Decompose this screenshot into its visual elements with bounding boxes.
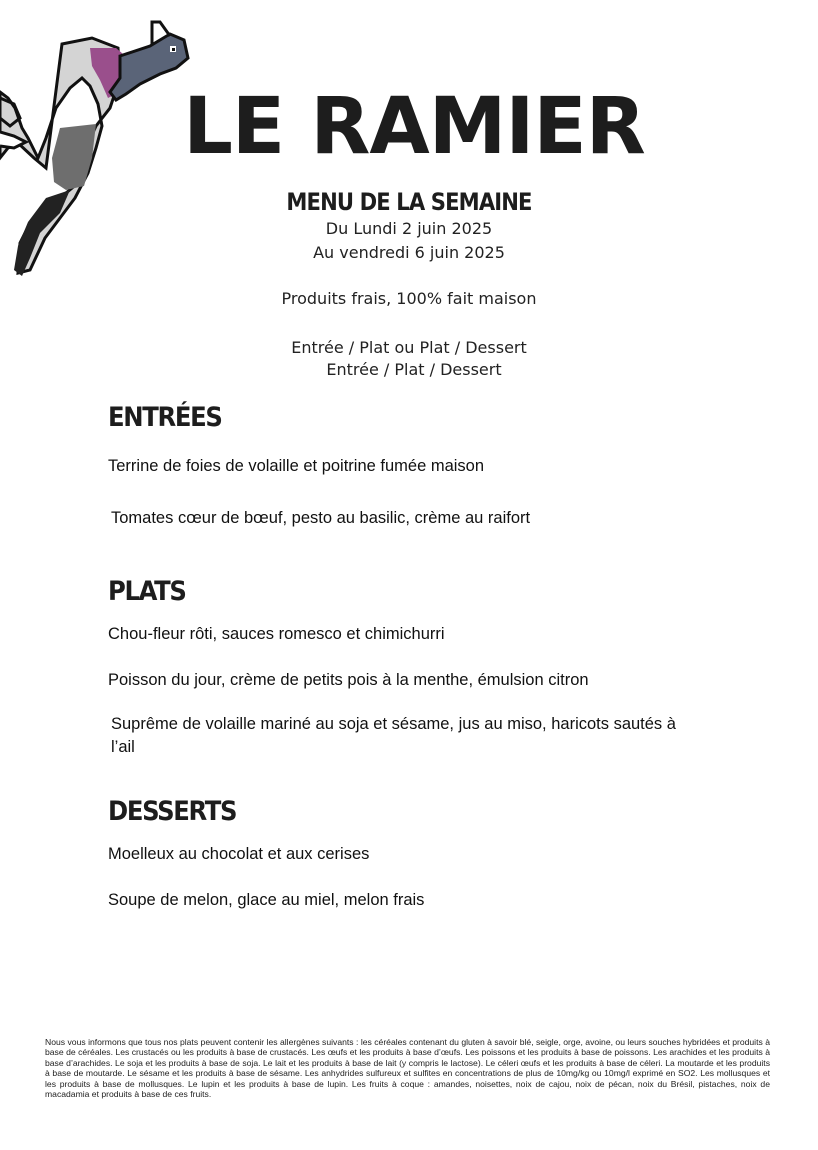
date-from: Du Lundi 2 juin 2025 (325, 219, 493, 238)
section-title-desserts: DESSERTS (108, 796, 237, 827)
dish-dessert-2: Soupe de melon, glace au miel, melon frais (108, 891, 425, 909)
allergen-notice: Nous vous informons que tous nos plats peuvent contenir les allergènes suivants : les céréales contenant du gluten à savoir blé, seigle, orge, avoine, ou leurs souches hybridées et produits à base de céréales. Les crustacés ou les produits à base de crustacés. Les œufs et les produits à base d’œufs. Les poissons et les produits à base de poissons. Les arachides et les produits à base d’arachides. Le soja et les produits à base de soja. Le lait et les produits à base de lait (y compris le lactose). Le céleri œufs et les produits à base de céleri. La moutarde et les produits à base de moutarde. Le sésame et les produits à base de sésame. Les anhydrides sulfureux et sulfites en concentrations de plus de 10mg/kg ou 10mg/l exprimé en SO2. Les mollusques et les produits à base de mollusques. Le lupin et les produits à base de lupin. Les fruits à coque : amandes, noisettes, noix de cajou, noix de pécan, noix du Brésil, pistaches, noix de macadamia et produits à base de ces fruits. (45, 1037, 770, 1099)
date-to: Au vendredi 6 juin 2025 (313, 243, 505, 262)
restaurant-name: LE RAMIER (183, 82, 645, 172)
dish-main-1: Chou-fleur rôti, sauces romesco et chimichurri (108, 625, 445, 643)
tagline: Produits frais, 100% fait maison (281, 289, 537, 308)
formula-2: Entrée / Plat / Dessert (326, 360, 502, 379)
dish-main-2: Poisson du jour, crème de petits pois à la menthe, émulsion citron (108, 671, 589, 689)
dish-main-3: Suprême de volaille mariné au soja et sésame, jus au miso, haricots sautés à l’ail (111, 715, 676, 757)
menu-subtitle: MENU DE LA SEMAINE (286, 188, 532, 216)
dish-dessert-1: Moelleux au chocolat et aux cerises (108, 845, 370, 863)
dish-starter-1: Terrine de foies de volaille et poitrine fumée maison (108, 457, 485, 475)
section-title-starters: ENTRÉES (108, 402, 222, 433)
section-title-mains: PLATS (108, 576, 186, 607)
dish-starter-2: Tomates cœur de bœuf, pesto au basilic, crème au raifort (111, 509, 531, 527)
formula-1: Entrée / Plat ou Plat / Dessert (291, 338, 527, 357)
